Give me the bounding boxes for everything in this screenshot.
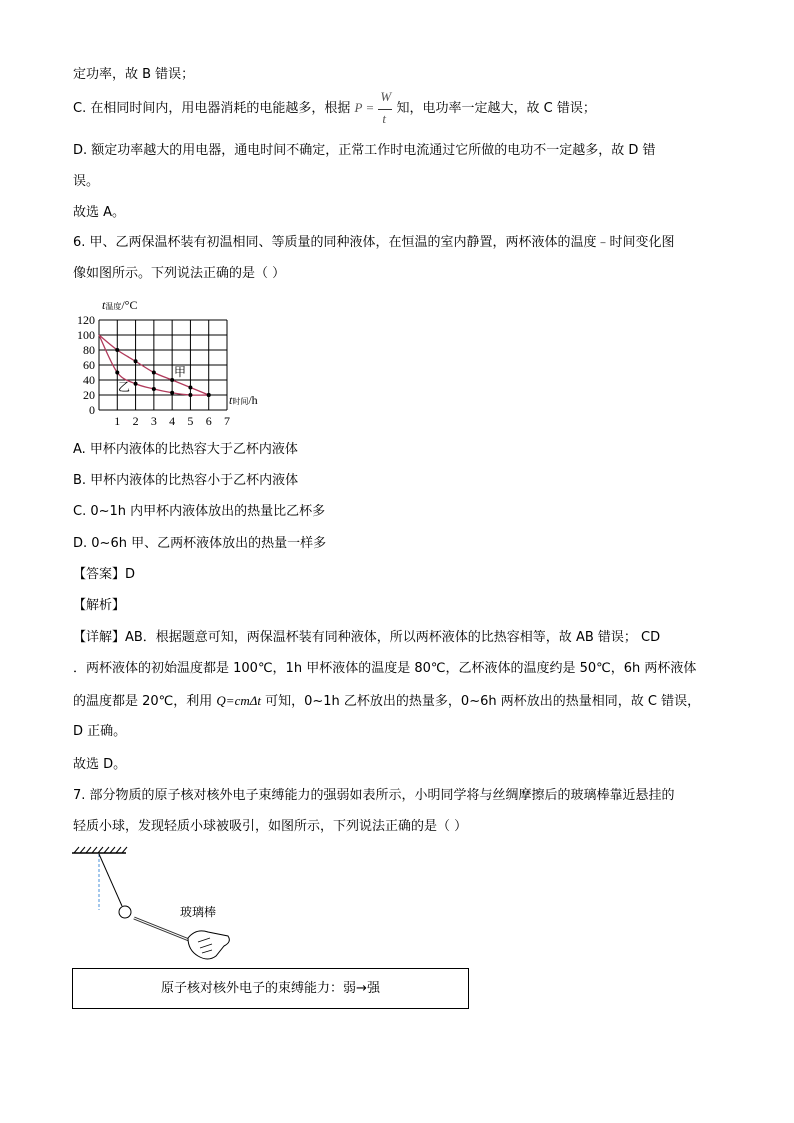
formula-p: P =	[354, 100, 375, 115]
fraction-denominator: t	[382, 110, 386, 126]
detail-line-4: D 正确。	[73, 724, 127, 739]
detail-line-3-b: 可知，0~1h 乙杯放出的热量多，0~6h 两杯放出的热量相同，故 C 错误，	[265, 694, 701, 709]
text-line-2-b: 知，电功率一定越大，故 C 错误；	[396, 101, 596, 116]
text-line-2-a: C. 在相同时间内，用电器消耗的电能越多，根据	[73, 101, 351, 116]
answer-line: 【答案】D	[73, 567, 136, 582]
text-line-4: 误。	[73, 174, 100, 189]
option-a: A. 甲杯内液体的比热容大于乙杯内液体	[73, 442, 298, 457]
y-tick-label: 60	[83, 358, 95, 372]
text-line-2	[73, 88, 596, 126]
glass-rod-label: 玻璃棒	[180, 905, 217, 919]
y-tick-label: 100	[77, 328, 95, 342]
y-tick-label: 40	[83, 373, 95, 387]
question-6-line-2: 像如图所示。下列说法正确的是（ ）	[73, 266, 286, 281]
x-tick-label: 1	[114, 414, 121, 428]
data-point	[188, 393, 192, 397]
y-tick-label: 20	[83, 388, 95, 402]
suspension-string	[99, 854, 122, 906]
y-tick-label: 80	[83, 343, 95, 357]
binding-ability-text: 原子核对核外电子的束缚能力：弱→强	[161, 981, 380, 996]
x-tick-label: 7	[224, 414, 230, 428]
chart-series	[99, 335, 211, 397]
ceiling-hatch	[74, 847, 127, 853]
x-tick-label: 5	[187, 414, 194, 428]
series-label-yi: 乙	[118, 380, 131, 394]
text-line-5: 故选 A。	[73, 205, 126, 220]
detail-line-3	[73, 692, 700, 711]
data-point	[207, 393, 211, 397]
question-6-line-1: 6. 甲、乙两保温杯装有初温相同、等质量的同种液体，在恒温的室内静置，两杯液体的温度﹣时间变化图	[73, 235, 675, 250]
x-axis-label: t时间/h	[229, 393, 258, 407]
data-point	[115, 348, 119, 352]
x-tick-label: 4	[169, 414, 176, 428]
option-c: C. 0~1h 内甲杯内液体放出的热量比乙杯多	[73, 504, 326, 519]
fraction-w-t	[378, 88, 392, 126]
data-point	[170, 391, 174, 395]
data-point	[134, 359, 138, 363]
light-ball	[119, 906, 131, 918]
x-tick-label: 3	[150, 414, 157, 428]
x-tick-label: 6	[205, 414, 212, 428]
data-point	[152, 387, 156, 391]
text-line-1: 定功率，故 B 错误；	[73, 67, 195, 82]
text-line-3: D. 额定功率越大的用电器，通电时间不确定，正常工作时电流通过它所做的电功不一定越多，故 D 错	[73, 143, 656, 158]
glass-rod-highlight	[134, 918, 194, 942]
y-tick-label: 120	[77, 313, 95, 327]
series-label-jia: 甲	[174, 365, 187, 379]
chart-svg	[70, 296, 270, 436]
data-point	[188, 386, 192, 390]
glass-rod-figure	[70, 846, 250, 966]
question-7-line-2: 轻质小球，发现轻质小球被吸引，如图所示，下列说法正确的是（ ）	[73, 819, 468, 834]
option-d: D. 0~6h 甲、乙两杯液体放出的热量一样多	[73, 536, 327, 551]
y-tick-label: 0	[89, 403, 95, 417]
fraction-numerator: W	[380, 88, 392, 104]
y-axis-label: t温度/°C	[102, 298, 138, 312]
detail-line-2: ．两杯液体的初始温度都是 100℃，1h 甲杯液体的温度是 80℃，乙杯液体的温度约是 50℃，6h 两杯液体	[73, 661, 697, 676]
x-tick-label: 2	[132, 414, 139, 428]
choose-line: 故选 D。	[73, 757, 127, 772]
binding-ability-table	[72, 968, 469, 1009]
data-point	[134, 382, 138, 386]
data-point	[115, 371, 119, 375]
heat-formula: Q=cmΔt	[216, 693, 261, 708]
detail-line-1: 【详解】AB．根据题意可知，两保温杯装有同种液体，所以两杯液体的比热容相等，故 AB 错误； CD	[73, 630, 661, 645]
option-b: B. 甲杯内液体的比热容小于乙杯内液体	[73, 473, 299, 488]
question-7-line-1: 7. 部分物质的原子核对核外电子束缚能力的强弱如表所示，小明同学将与丝绸摩擦后的玻璃棒靠近悬挂的	[73, 788, 675, 803]
temperature-time-chart	[70, 296, 270, 436]
data-point	[152, 371, 156, 375]
analysis-line: 【解析】	[73, 598, 126, 613]
glass-rod-svg	[70, 846, 250, 966]
detail-line-3-a: 的温度都是 20℃，利用	[73, 694, 213, 709]
